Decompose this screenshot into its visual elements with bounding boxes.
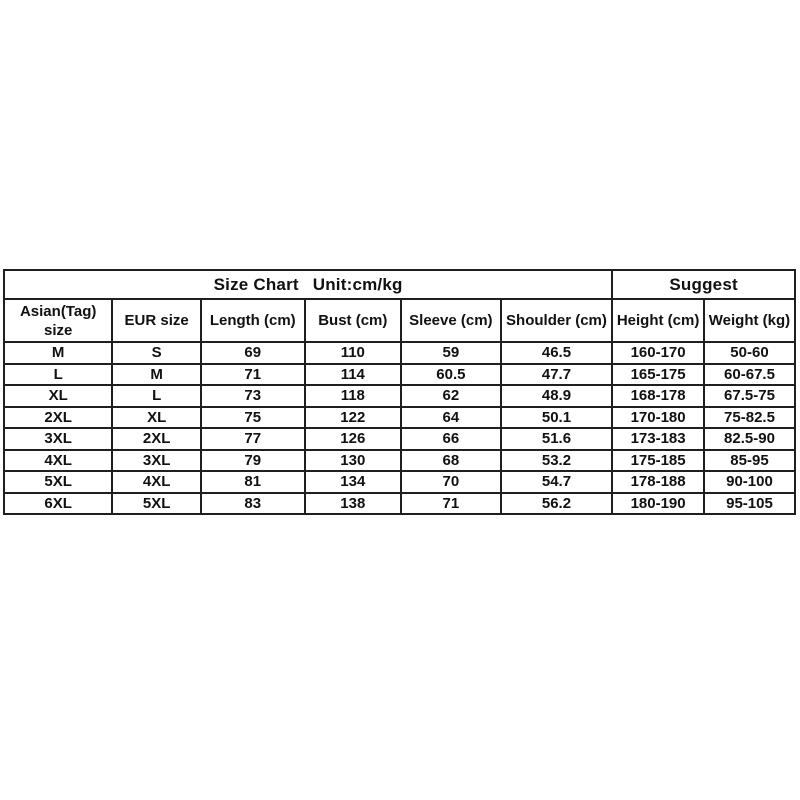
table-cell: 178-188 bbox=[612, 471, 704, 493]
table-cell: 73 bbox=[201, 385, 305, 407]
table-cell: 5XL bbox=[112, 493, 201, 515]
table-cell: 66 bbox=[401, 428, 501, 450]
table-cell: 77 bbox=[201, 428, 305, 450]
table-cell: 64 bbox=[401, 407, 501, 429]
col-header-height: Height (cm) bbox=[612, 299, 704, 342]
table-cell: 126 bbox=[305, 428, 402, 450]
col-header-bust: Bust (cm) bbox=[305, 299, 402, 342]
table-cell: 3XL bbox=[4, 428, 112, 450]
table-cell: 85-95 bbox=[704, 450, 795, 472]
table-cell: 53.2 bbox=[501, 450, 613, 472]
table-row bbox=[4, 493, 795, 515]
table-cell: 168-178 bbox=[612, 385, 704, 407]
table-cell: 59 bbox=[401, 342, 501, 364]
table-cell: 4XL bbox=[112, 471, 201, 493]
col-header-length: Length (cm) bbox=[201, 299, 305, 342]
table-cell: M bbox=[112, 364, 201, 386]
table-cell: 46.5 bbox=[501, 342, 613, 364]
table-cell: 118 bbox=[305, 385, 402, 407]
table-cell: 122 bbox=[305, 407, 402, 429]
table-cell: 180-190 bbox=[612, 493, 704, 515]
table-cell: 95-105 bbox=[704, 493, 795, 515]
table-cell: 138 bbox=[305, 493, 402, 515]
table-cell: 79 bbox=[201, 450, 305, 472]
table-cell: 6XL bbox=[4, 493, 112, 515]
table-cell: 110 bbox=[305, 342, 402, 364]
table-cell: 83 bbox=[201, 493, 305, 515]
table-cell: 173-183 bbox=[612, 428, 704, 450]
col-header-weight: Weight (kg) bbox=[704, 299, 795, 342]
table-cell: 50.1 bbox=[501, 407, 613, 429]
table-cell: 90-100 bbox=[704, 471, 795, 493]
table-cell: 67.5-75 bbox=[704, 385, 795, 407]
size-table-body bbox=[4, 342, 795, 514]
table-cell: 134 bbox=[305, 471, 402, 493]
table-cell: 51.6 bbox=[501, 428, 613, 450]
col-header-asian-tag-size: Asian(Tag) size bbox=[4, 299, 112, 342]
table-cell: XL bbox=[4, 385, 112, 407]
table-cell: L bbox=[4, 364, 112, 386]
size-chart-table bbox=[3, 269, 796, 515]
table-row bbox=[4, 385, 795, 407]
table-row bbox=[4, 342, 795, 364]
table-cell: 60.5 bbox=[401, 364, 501, 386]
table-row bbox=[4, 364, 795, 386]
table-cell: 5XL bbox=[4, 471, 112, 493]
table-row bbox=[4, 471, 795, 493]
table-cell: 4XL bbox=[4, 450, 112, 472]
table-cell: 2XL bbox=[112, 428, 201, 450]
table-cell: 71 bbox=[201, 364, 305, 386]
table-cell: 60-67.5 bbox=[704, 364, 795, 386]
table-cell: L bbox=[112, 385, 201, 407]
table-cell: 48.9 bbox=[501, 385, 613, 407]
table-row bbox=[4, 428, 795, 450]
table-cell: 70 bbox=[401, 471, 501, 493]
size-chart-title: Size Chart bbox=[213, 274, 299, 294]
table-cell: 130 bbox=[305, 450, 402, 472]
table-title-row bbox=[4, 270, 795, 299]
table-cell: 2XL bbox=[4, 407, 112, 429]
table-row bbox=[4, 407, 795, 429]
table-cell: 54.7 bbox=[501, 471, 613, 493]
table-cell: 175-185 bbox=[612, 450, 704, 472]
table-cell: 47.7 bbox=[501, 364, 613, 386]
col-header-shoulder: Shoulder (cm) bbox=[501, 299, 613, 342]
table-cell: 50-60 bbox=[704, 342, 795, 364]
table-cell: 165-175 bbox=[612, 364, 704, 386]
table-cell: 56.2 bbox=[501, 493, 613, 515]
table-cell: 170-180 bbox=[612, 407, 704, 429]
table-cell: 114 bbox=[305, 364, 402, 386]
table-cell: 62 bbox=[401, 385, 501, 407]
table-cell: S bbox=[112, 342, 201, 364]
table-cell: 68 bbox=[401, 450, 501, 472]
table-cell: 82.5-90 bbox=[704, 428, 795, 450]
table-cell: 71 bbox=[401, 493, 501, 515]
col-header-eur-size: EUR size bbox=[112, 299, 201, 342]
table-cell: 81 bbox=[201, 471, 305, 493]
size-chart-title-cell bbox=[4, 270, 612, 299]
table-cell: M bbox=[4, 342, 112, 364]
table-cell: 69 bbox=[201, 342, 305, 364]
table-cell: 75 bbox=[201, 407, 305, 429]
column-header-row bbox=[4, 299, 795, 342]
table-cell: XL bbox=[112, 407, 201, 429]
suggest-header: Suggest bbox=[612, 270, 795, 299]
table-cell: 160-170 bbox=[612, 342, 704, 364]
table-cell: 75-82.5 bbox=[704, 407, 795, 429]
table-cell: 3XL bbox=[112, 450, 201, 472]
table-row bbox=[4, 450, 795, 472]
col-header-sleeve: Sleeve (cm) bbox=[401, 299, 501, 342]
unit-label: Unit:cm/kg bbox=[312, 274, 403, 294]
